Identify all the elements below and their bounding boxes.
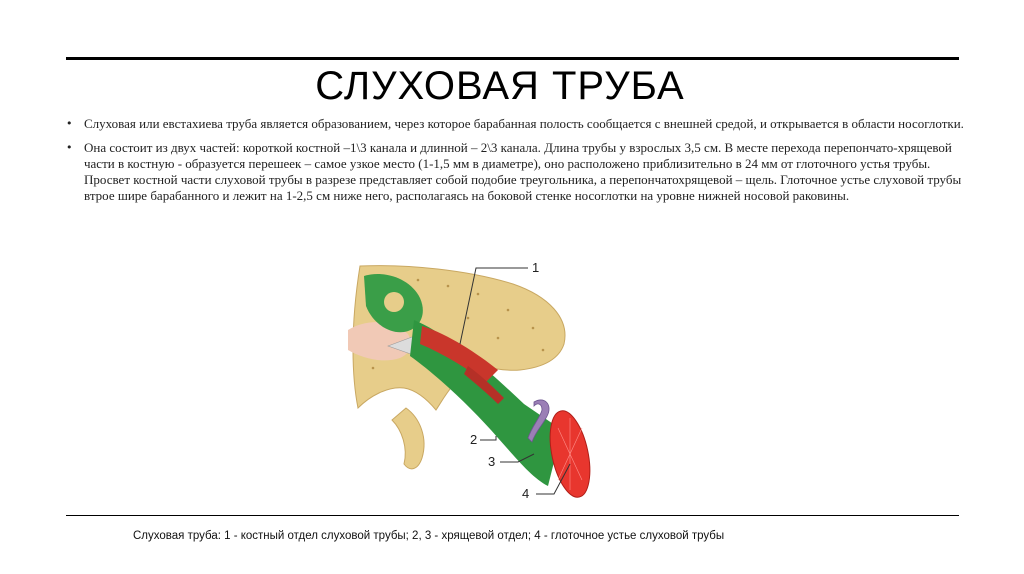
bullet-text: Она состоит из двух частей: короткой костной –1\3 канала и длинной – 2\3 канала. Длина трубы у взрослых 3,5 см. В месте перехода перепончато-хрящевой части в костную - образуется перешеек – самое узкое место (1-1,5 мм в диаметре), оно расположено приблизительно в 24 мм от глоточного устья трубы. Просвет костной части слуховой трубы в разрезе представляет собой подобие треугольника, а перепончатохрящевой – щель. Глоточное устье слуховой трубы втрое шире барабанного и лежит на 1-2,5 см ниже него, располагаясь на боковой стенке носоглотки на уровне нижней носовой раковины. xyxy=(84,140,962,203)
eustachian-tube-illustration xyxy=(348,258,618,508)
bullet-list xyxy=(66,116,966,212)
anatomy-diagram xyxy=(348,258,618,508)
figure-caption: Слуховая труба: 1 - костный отдел слуховой трубы; 2, 3 - хрящевой отдел; 4 - глоточное устье слуховой трубы xyxy=(133,530,725,542)
caption-top-rule xyxy=(66,515,959,516)
label-3: 3 xyxy=(488,454,496,469)
ossicle-shape xyxy=(384,292,404,312)
bullet-item xyxy=(66,116,966,132)
bullet-text: Слуховая или евстахиева труба является образованием, через которое барабанная полость сообщается с внешней средой, и открывается в области носоглотки. xyxy=(84,116,964,131)
bullet-marker: • xyxy=(66,117,73,130)
title-top-rule xyxy=(66,57,959,60)
bullet-marker: • xyxy=(66,141,73,154)
bullet-item xyxy=(66,140,966,204)
label-2: 2 xyxy=(470,432,478,447)
label-4: 4 xyxy=(522,486,530,501)
slide-title: СЛУХОВАЯ ТРУБА xyxy=(315,64,685,108)
label-1: 1 xyxy=(532,260,540,275)
bone-lower-flap xyxy=(392,408,424,469)
